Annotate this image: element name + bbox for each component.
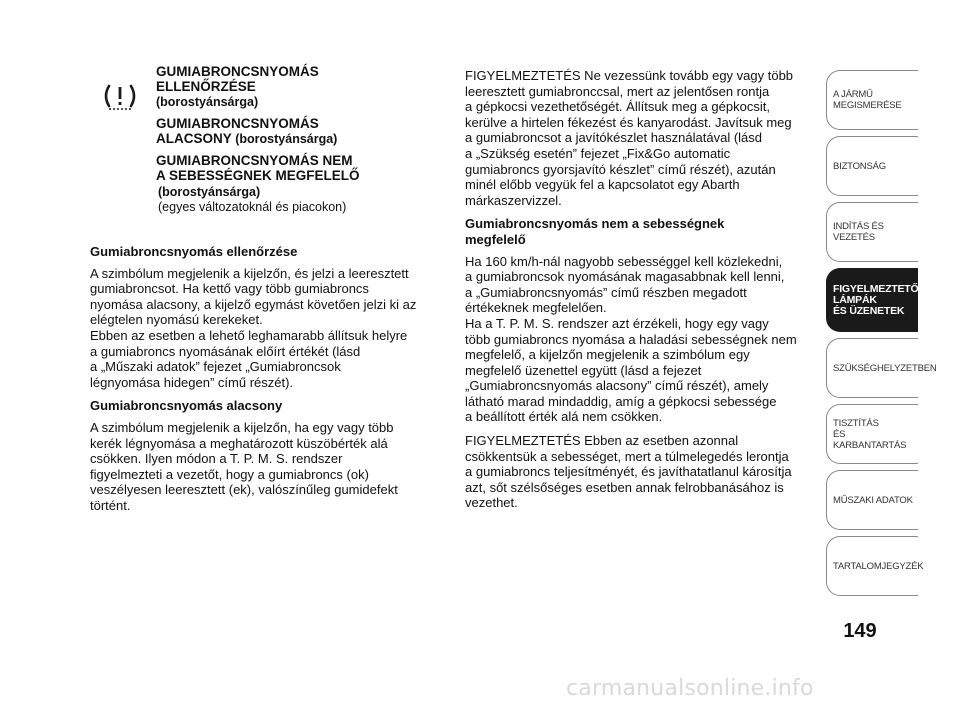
tab-emergency[interactable]: SZÜKSÉGHELYZETBEN: [826, 338, 918, 398]
tab-vehicle-overview[interactable]: A JÁRMŰ MEGISMERÉSE: [826, 70, 918, 130]
tab-maintenance[interactable]: TISZTÍTÁS ÉS KARBANTARTÁS: [826, 404, 918, 464]
tab-starting-driving[interactable]: INDÍTÁS ÉS VEZETÉS: [826, 202, 918, 262]
warning-title-2-text: GUMIABRONCSNYOMÁS ALACSONY: [156, 116, 319, 146]
warning-title-3-text: GUMIABRONCSNYOMÁS NEM A SEBESSÉGNEK MEGFELELŐ: [156, 153, 360, 183]
warning-title-1-text: GUMIABRONCSNYOMÁS ELLENŐRZÉSE: [156, 64, 319, 94]
warning-color-2: (borostyánsárga): [231, 132, 338, 146]
warning-lamp-descriptions: [156, 64, 446, 215]
paragraph-pressure-check: A szimbólum megjelenik a kijelzőn, és jelzi a leeresztett gumiabroncsot. Ha kettő vagy több gumiabroncs nyomása alacsony, a kijelző egymást követően jelzi ki az elégtelen nyomású kerekeket. Ebben az esetben a lehető leghamarabb állítsuk helyre a gumiabroncs nyomásának előírt értékét (lásd a „Műszaki adatok” fejezet „Gumiabroncsok légnyomása hidegen” című részét).: [90, 265, 417, 390]
tab-warning-lights[interactable]: FIGYELMEZTETŐ LÁMPÁK ÉS ÜZENETEK: [826, 268, 918, 332]
watermark: carmanualsonline.info: [566, 676, 814, 701]
warning-title-pressure-low: [156, 116, 446, 147]
section-heading-pressure-speed: Gumiabroncsnyomás nem a sebességnek megfelelő: [465, 216, 725, 247]
tab-safety[interactable]: BIZTONSÁG: [826, 136, 918, 196]
warning-paragraph-overheat: FIGYELMEZTETÉS Ebben az esetben azonnal csökkentsük a sebességet, mert a túlmelegedés lerontja a gumiabroncs teljesítményét, és javíthatatlanul károsítja azt, sőt szélsőséges esetben annak felrobbanásához is vezethet.: [465, 433, 792, 511]
paragraph-pressure-speed: Ha 160 km/h-nál nagyobb sebességgel kell közlekedni, a gumiabroncsok nyomásának magasabbnak kell lenni, a „Gumiabroncsnyomás” című részben megadott értékeknek megfelelően. Ha a T. P. M. S. rendszer azt érzékeli, hogy egy vagy több gumiabroncs nyomása a haladási sebességnek nem megfelelő, a kijelzőn megjelenik a szimbólum egy megfelelő üzenettel együtt (lásd a fejezet „Gumiabroncsnyomás alacsony” című részét), amely látható marad mindaddig, amíg a gépkocsi sebessége a beállított érték alá nem csökken.: [465, 253, 797, 425]
section-heading-pressure-low: Gumiabroncsnyomás alacsony: [90, 398, 283, 414]
tyre-pressure-warning-icon: [100, 82, 140, 112]
warning-title-pressure-speed: [156, 153, 446, 183]
warning-color-1: (borostyánsárga): [156, 95, 259, 109]
right-column: [465, 68, 817, 511]
section-heading-pressure-check: Gumiabroncsnyomás ellenőrzése: [90, 244, 298, 259]
paragraph-pressure-low: A szimbólum megjelenik a kijelzőn, ha egy vagy több kerék légnyomása a meghatározott küszöbérték alá csökken. Ilyen módon a T. P. M. S. rendszer figyelmezteti a vezetőt, hogy a gumiabroncs (ok) veszélyesen leeresztett (ek), valószínűleg gumidefekt történt.: [90, 419, 398, 513]
left-column: [90, 244, 446, 514]
warning-paragraph-flat-tyre: FIGYELMEZTETÉS Ne vezessünk tovább egy vagy több leeresztett gumiabronccsal, mert az jelentősen rontja a gépkocsi vezethetőségét. Állítsuk meg a gépkocsit, kerülve a hirtelen fékezést és kanyarodást. Javítsuk meg a gumiabroncsot a javítókészlet használatával (lásd a „Szükség esetén” fejezet „Fix&Go automatic gumiabroncs gyorsjavító készlet” című részét), azután minél előbb vegyük fel a kapcsolatot egy Abarth márkaszervizzel.: [465, 68, 794, 208]
warning-availability-note: (egyes változatoknál és piacokon): [158, 200, 347, 214]
tab-index[interactable]: TARTALOMJEGYZÉK: [826, 536, 918, 596]
page-number: 149: [843, 620, 877, 642]
warning-title-pressure-check: [156, 64, 446, 110]
chapter-tabs: [826, 70, 937, 602]
tab-technical-data[interactable]: MŰSZAKI ADATOK: [826, 470, 918, 530]
warning-color-3: (borostyánsárga): [158, 185, 261, 199]
